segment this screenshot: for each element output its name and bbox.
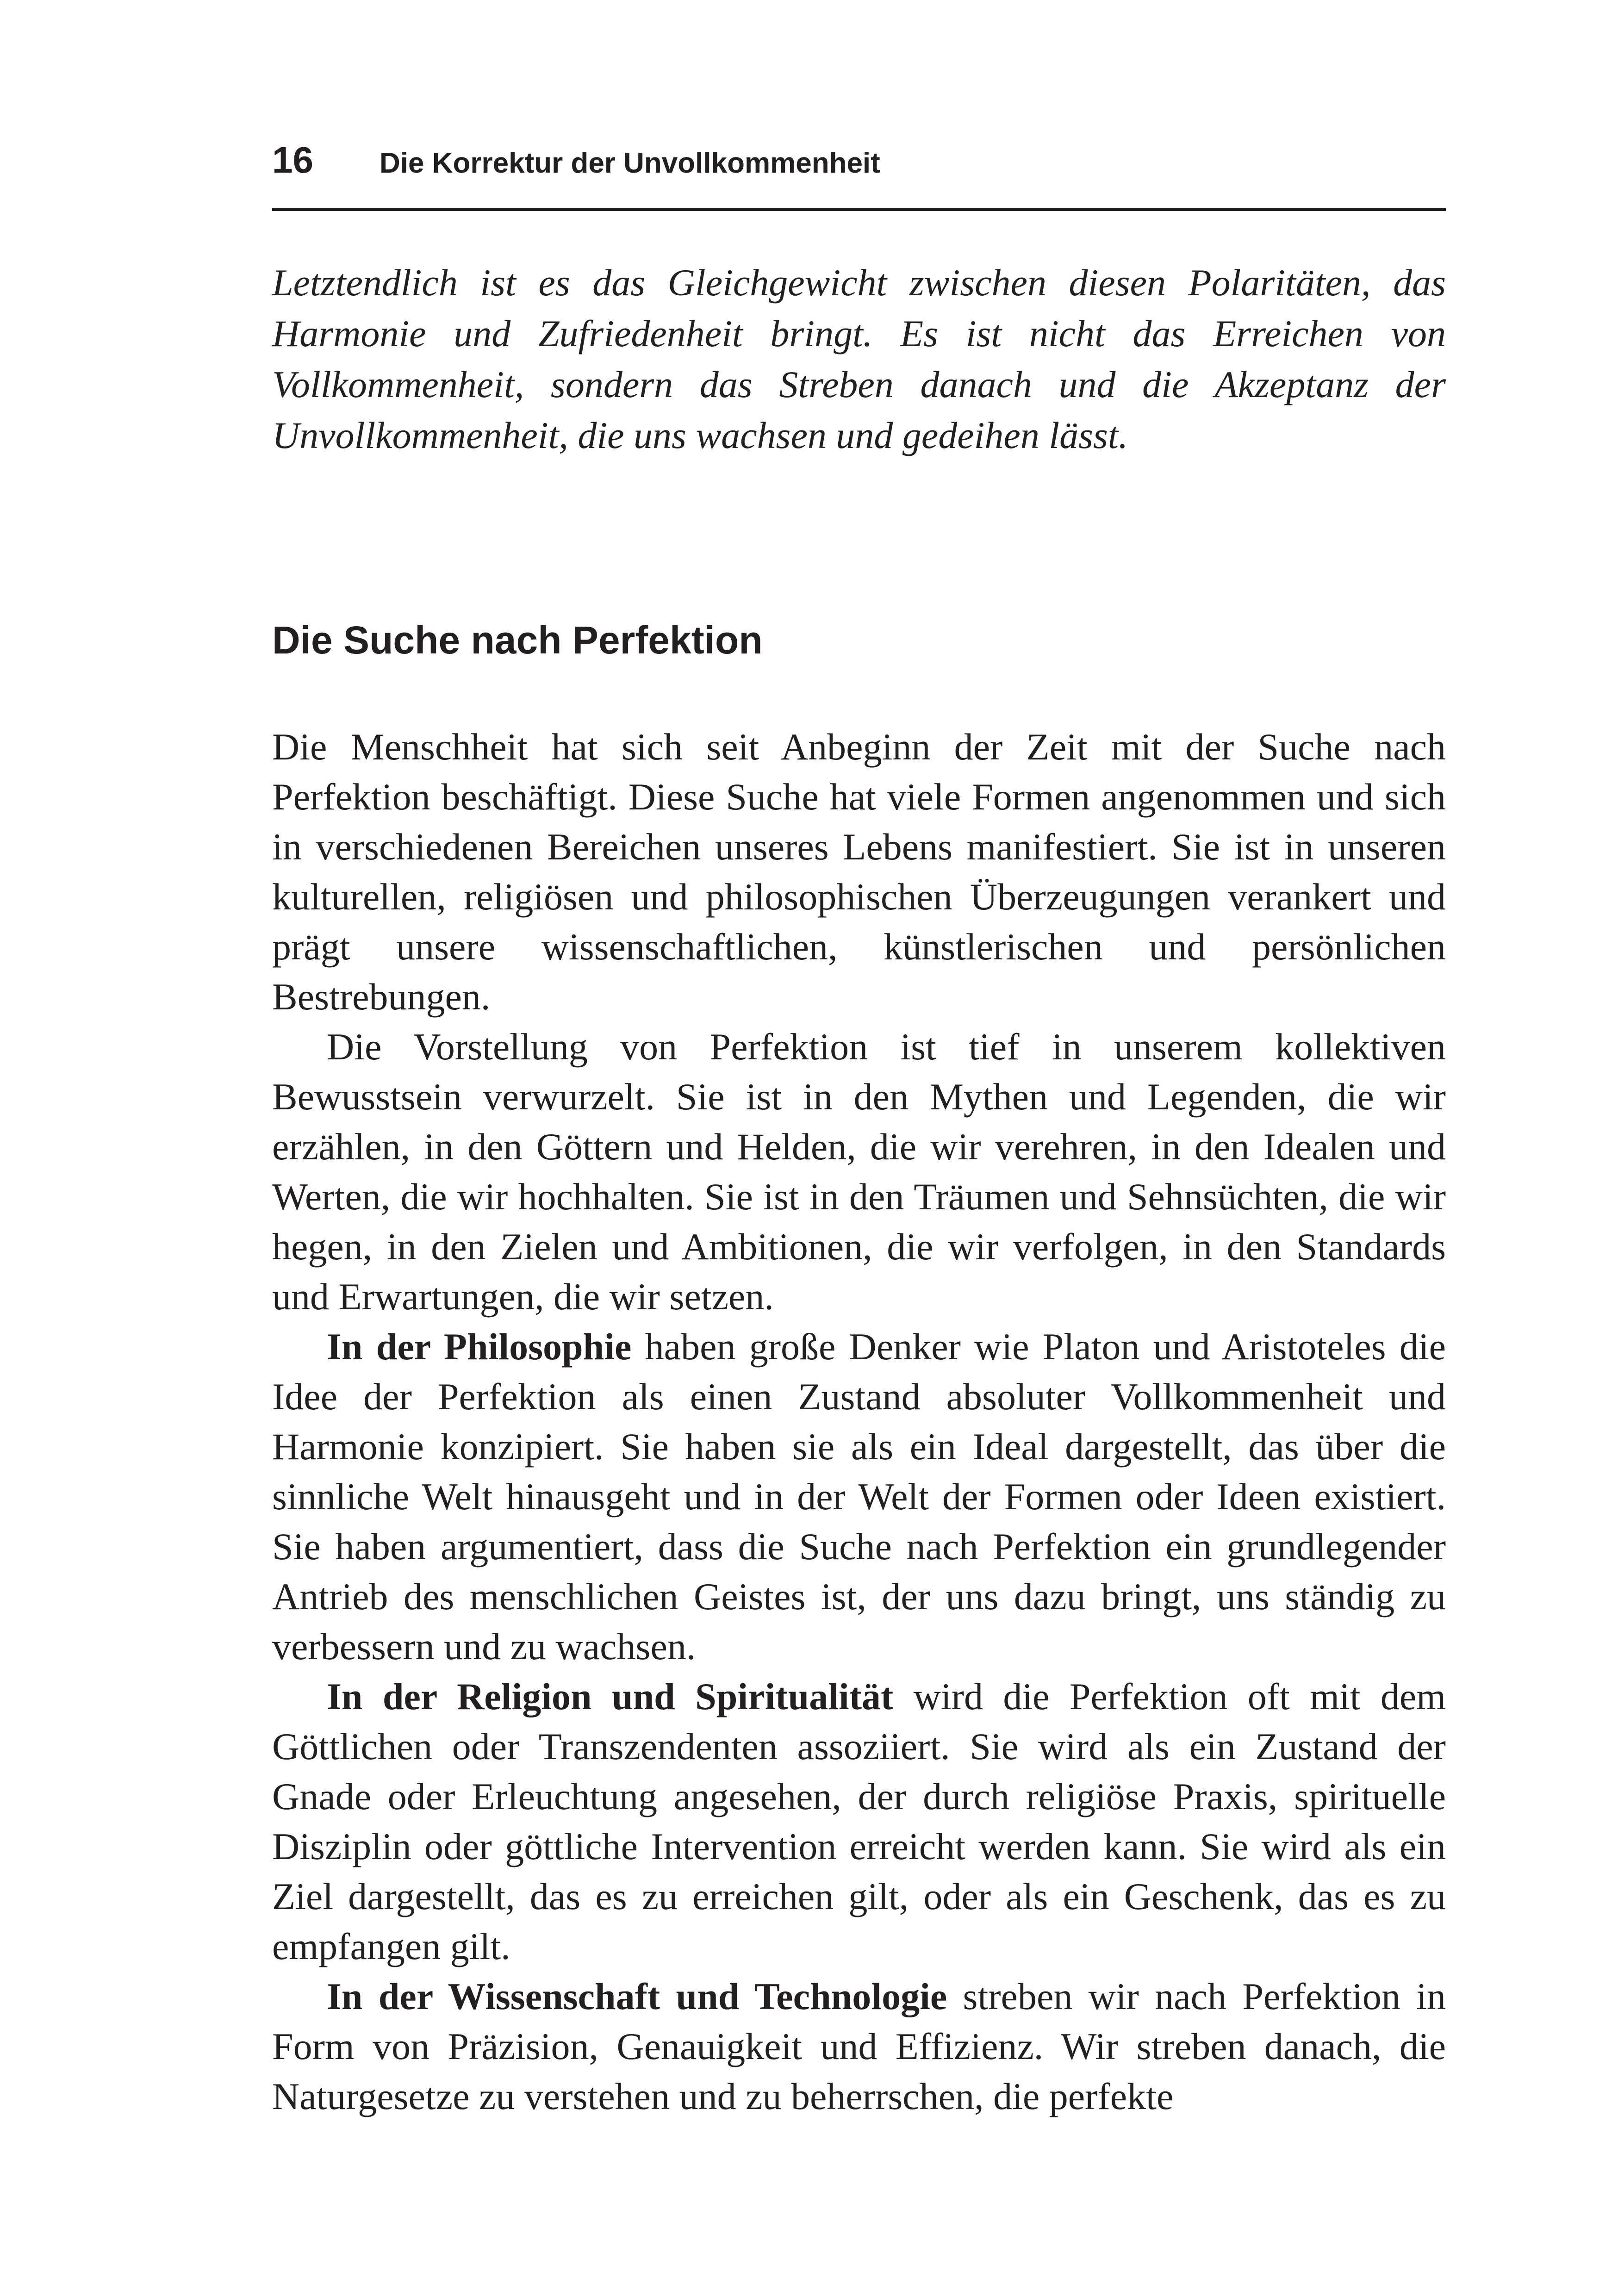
section-body [272,722,1446,2122]
body-paragraph [272,1322,1446,1672]
body-paragraph [272,1672,1446,1972]
page-number: 16 [272,139,313,180]
body-paragraph [272,722,1446,1022]
section-heading: Die Suche nach Perfektion [272,618,763,662]
paragraph-lead-term: In der Philosophie [327,1325,632,1368]
paragraph-lead-term: In der Religion und Spiritualität [327,1675,894,1717]
paragraph-text: Die Menschheit hat sich seit Anbeginn der Zeit mit der Suche nach Perfektion beschäftigt. Diese Suche hat viele Formen angenommen und sich in verschiedenen Bereichen unseres Lebens manifestiert. Sie ist in unseren kulturellen, religiösen und philosophischen Überzeugungen verankert und prägt unsere wissenschaftlichen, künstlerischen und persönlichen Bestrebungen. [272,726,1446,1018]
chapter-title: Die Korrektur der Unvollkommenheit [380,147,880,179]
book-page [272,139,1446,2122]
paragraph-text: streben wir nach Perfektion in Form von Präzision, Genauigkeit und Effizienz. Wir streben danach, die Naturgesetze zu verstehen und zu beherrschen, die perfekte [272,1975,1446,2117]
running-header [272,139,1446,190]
body-paragraph [272,1972,1446,2122]
body-paragraph [272,1022,1446,1322]
intro-paragraph: Letztendlich ist es das Gleichgewicht zwischen diesen Polaritäten, das Harmonie und Zufriedenheit bringt. Es ist nicht das Erreichen von Vollkommenheit, sondern das Streben danach und die Akzeptanz der Unvollkommenheit, die uns wachsen und gedeihen lässt. [272,261,1446,456]
paragraph-lead-term: In der Wissenschaft und Technologie [327,1975,947,2017]
paragraph-text: haben große Denker wie Platon und Aristoteles die Idee der Perfektion als einen Zustand absoluter Vollkommenheit und Harmonie konzipiert. Sie haben sie als ein Ideal dargestellt, das über die sinnliche Welt hinausgeht und in der Welt der Formen oder Ideen existiert. Sie haben argumentiert, dass die Suche nach Perfektion ein grundlegender Antrieb des menschlichen Geistes ist, der uns dazu bringt, uns ständig zu verbessern und zu wachsen. [272,1325,1446,1668]
header-rule [272,208,1446,211]
paragraph-text: Die Vorstellung von Perfektion ist tief in unserem kollektiven Bewusstsein verwurzelt. Sie ist in den Mythen und Legenden, die wir erzählen, in den Göttern und Helden, die wir verehren, in den Idealen und Werten, die wir hochhalten. Sie ist in den Träumen und Sehnsüchten, die wir hegen, in den Zielen und Ambitionen, die wir verfolgen, in den Standards und Erwartungen, die wir setzen. [272,1026,1446,1318]
paragraph-text: wird die Perfektion oft mit dem Göttlichen oder Transzendenten assoziiert. Sie wird als ein Zustand der Gnade oder Erleuchtung angesehen, der durch religiöse Praxis, spirituelle Disziplin oder göttliche Intervention erreicht werden kann. Sie wird als ein Ziel dargestellt, das es zu erreichen gilt, oder als ein Geschenk, das es zu empfangen gilt. [272,1675,1446,1967]
